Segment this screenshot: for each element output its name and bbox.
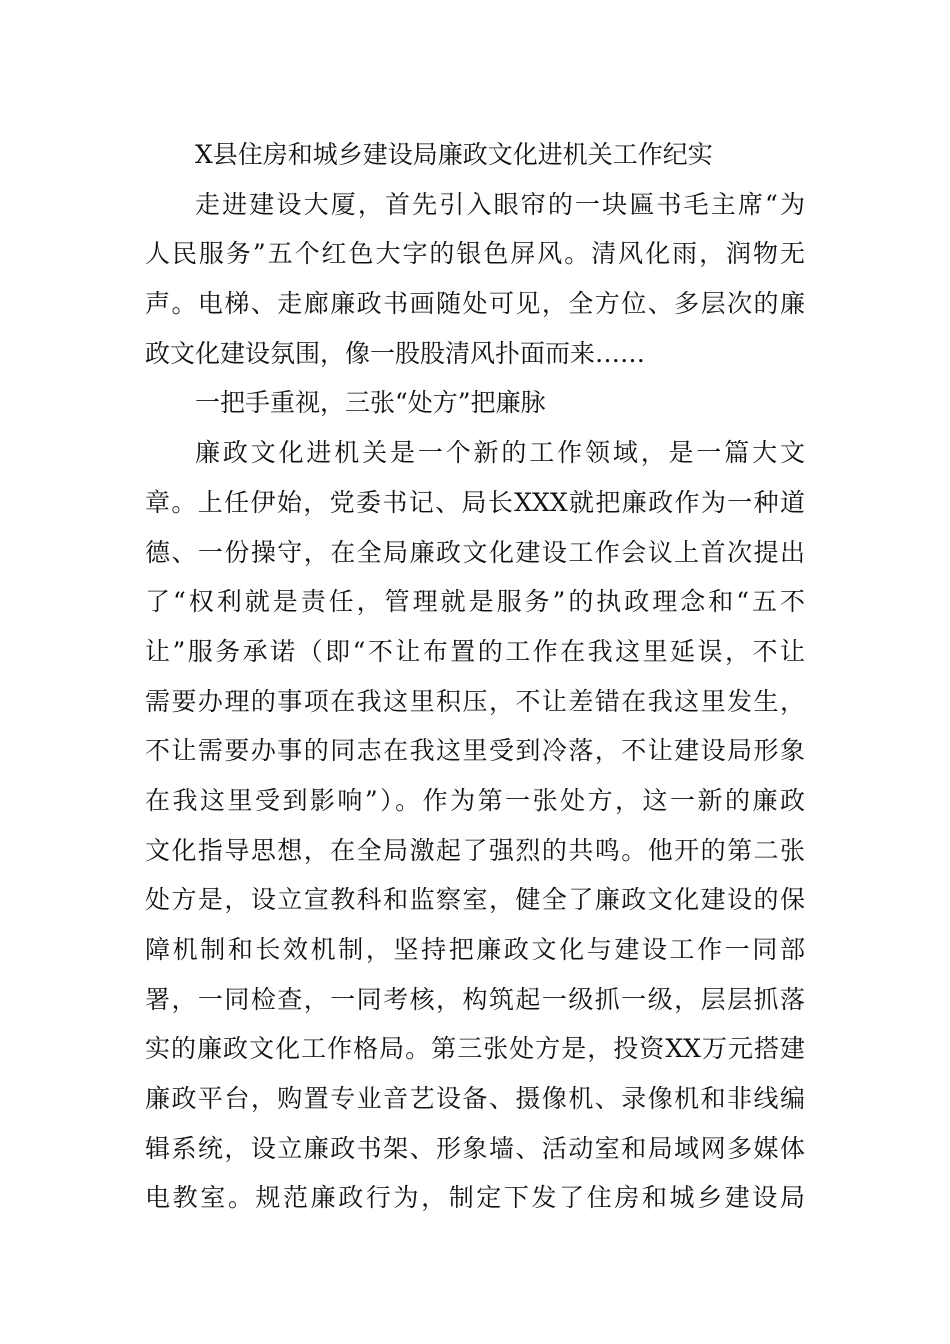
paragraph-line: 人民服务”五个红色大字的银色屏风。清风化雨，润物无: [145, 239, 805, 269]
paragraph-line: 文化指导思想，在全局激起了强烈的共鸣。他开的第二张: [145, 835, 805, 865]
paragraph-line: 廉政平台，购置专业音艺设备、摄像机、录像机和非线编: [145, 1084, 805, 1114]
paragraph-intro: [145, 180, 805, 379]
document-title: X县住房和城乡建设局廉政文化进机关工作纪实: [195, 140, 713, 169]
paragraph-line: 德、一份操守，在全局廉政文化建设工作会议上首次提出: [145, 537, 805, 567]
paragraph-line: 政文化建设氛围，像一股股清风扑面而来……: [145, 338, 646, 368]
paragraph-line: 辑系统，设立廉政书架、形象墙、活动室和局域网多媒体: [145, 1133, 805, 1163]
paragraph-line: 让”服务承诺（即“不让布置的工作在我这里延误，不让: [145, 636, 805, 666]
paragraph-line: 了“权利就是责任，管理就是服务”的执政理念和“五不: [145, 587, 805, 617]
paragraph-line: 章。上任伊始，党委书记、局长XXX就把廉政作为一种道: [145, 487, 805, 517]
paragraph-line: 实的廉政文化工作格局。第三张处方是，投资XX万元搭建: [145, 1034, 805, 1064]
paragraph-line: 廉政文化进机关是一个新的工作领域，是一篇大文: [195, 438, 805, 468]
paragraph-line: 在我这里受到影响”）。作为第一张处方，这一新的廉政: [145, 785, 805, 815]
paragraph-line: 署，一同检查，一同考核，构筑起一级抓一级，层层抓落: [145, 984, 805, 1014]
paragraph-line: 声。电梯、走廊廉政书画随处可见，全方位、多层次的廉: [145, 289, 805, 319]
paragraph-line: 需要办理的事项在我这里积压，不让差错在我这里发生，: [145, 686, 805, 716]
paragraph-line: 障机制和长效机制，坚持把廉政文化与建设工作一同部: [145, 935, 805, 964]
paragraph-line: 处方是，设立宣教科和监察室，健全了廉政文化建设的保: [145, 885, 805, 915]
paragraph-body: [145, 428, 805, 1223]
section-heading: 一把手重视，三张“处方”把廉脉: [195, 388, 546, 418]
document-page: [145, 130, 805, 1223]
paragraph-line: 不让需要办事的同志在我这里受到冷落，不让建设局形象: [145, 736, 805, 766]
paragraph-line: 电教室。规范廉政行为，制定下发了住房和城乡建设局: [145, 1183, 805, 1213]
paragraph-line: 走进建设大厦，首先引入眼帘的一块匾书毛主席“为: [195, 189, 805, 219]
